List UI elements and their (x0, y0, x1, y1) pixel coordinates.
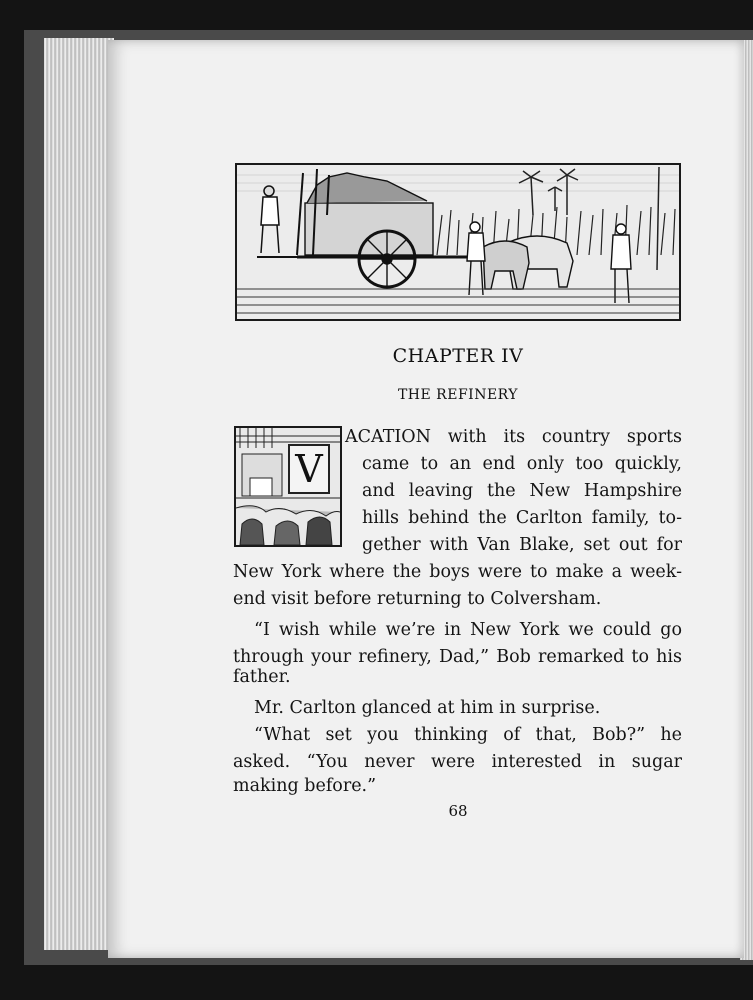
body-line: end visit before returning to Colversham. (233, 589, 602, 609)
body-line: hills behind the Carlton family, to- (362, 508, 682, 528)
body-line: making before.” (233, 776, 377, 796)
body-line: through your refinery, Dad,” Bob remarked to his (233, 647, 682, 667)
body-line: asked. “You never were interested in sugar (233, 752, 682, 772)
body-line: came to an end only too quickly, (362, 454, 682, 474)
body-line: ACATION with its country sports (345, 427, 682, 447)
headpiece-illustration (235, 163, 681, 321)
body-line: gether with Van Blake, set out for (362, 535, 682, 555)
page-edges (44, 38, 114, 950)
body-line: “I wish while we’re in New York we could go (254, 620, 682, 640)
body-line: New York where the boys were to make a week- (233, 562, 682, 582)
page-number: 68 (448, 802, 468, 820)
body-line: “What set you thinking of that, Bob?” he (254, 725, 682, 745)
drop-cap-illustration (234, 426, 342, 547)
body-line: father. (233, 667, 291, 687)
chapter-title: CHAPTER IV (392, 345, 524, 367)
drop-cap-letter: V (288, 444, 330, 494)
chapter-subtitle: THE REFINERY (397, 387, 519, 403)
body-line: Mr. Carlton glanced at him in surprise. (254, 698, 601, 718)
body-line: and leaving the New Hampshire (362, 481, 682, 501)
